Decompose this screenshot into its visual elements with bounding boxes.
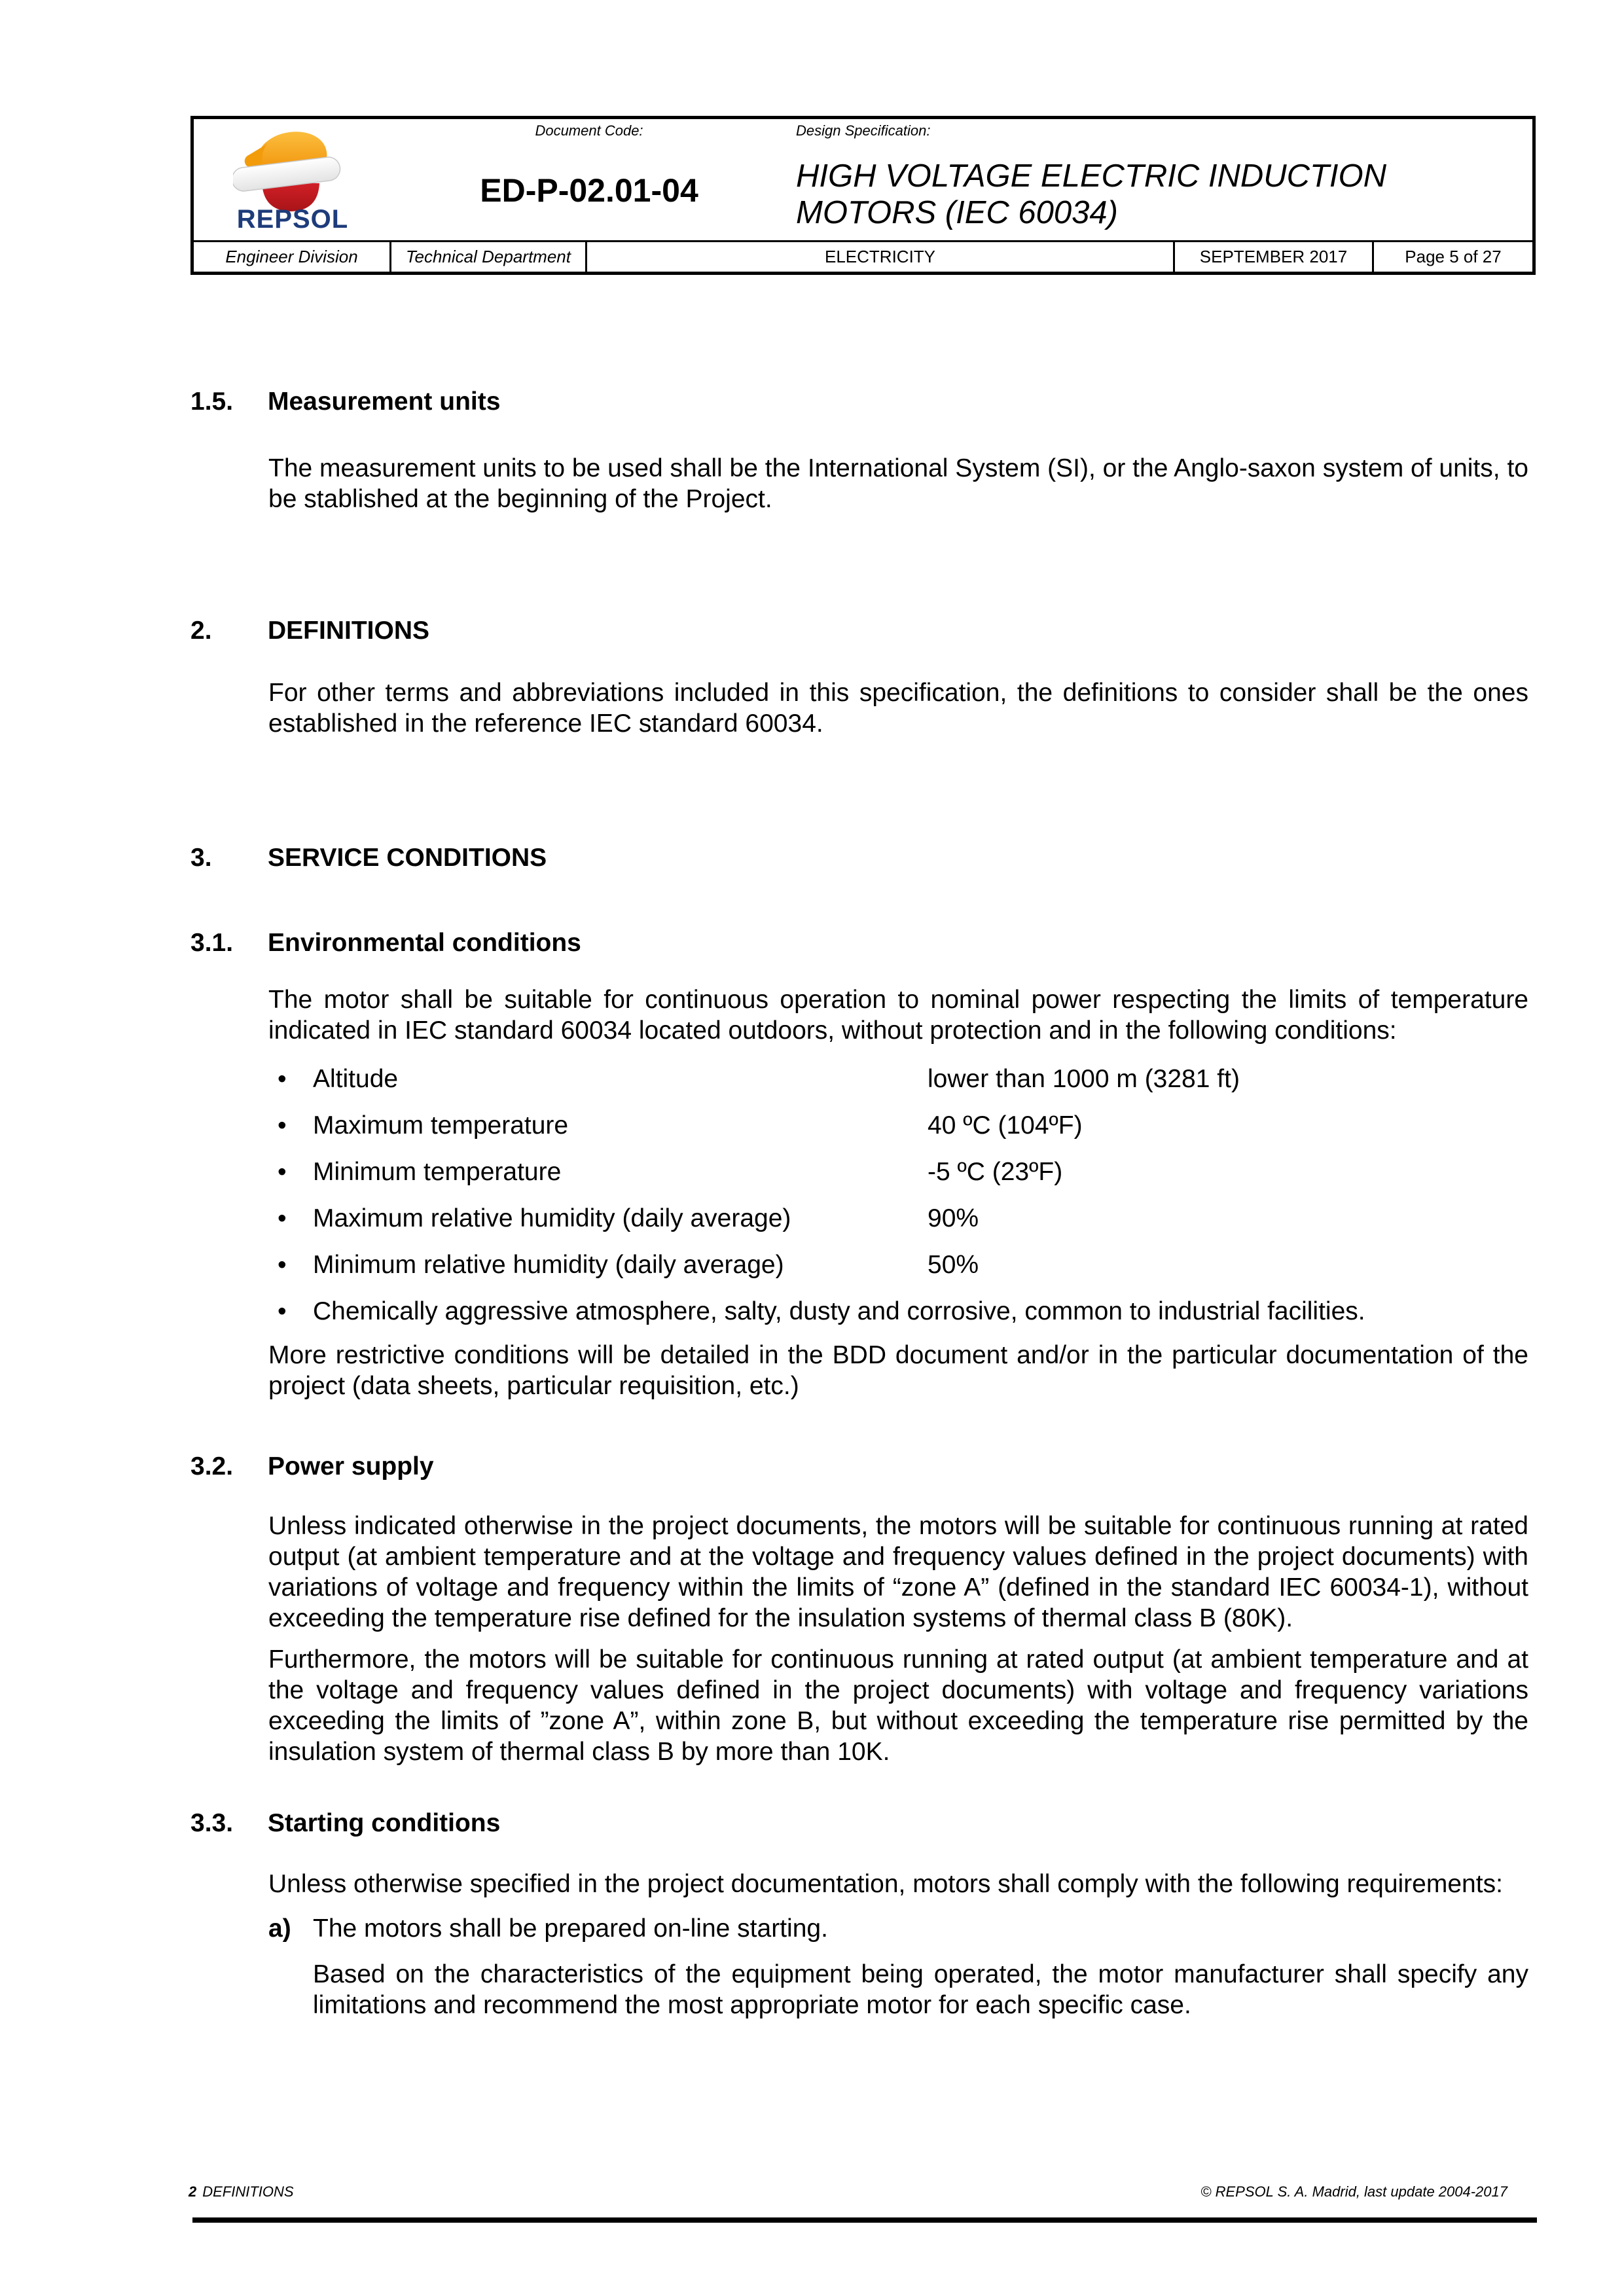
document-title-line2: MOTORS (IEC 60034): [796, 195, 1118, 230]
bullet-label: Altitude: [313, 1065, 399, 1093]
paragraph-definitions: For other terms and abbreviations included in this specification, the definitions to consider shall be the ones established in the reference IEC standard 60034.: [268, 679, 1528, 738]
logo-wordmark: REPSOL: [236, 205, 349, 234]
document-title-line1: HIGH VOLTAGE ELECTRIC INDUCTION: [796, 158, 1387, 194]
document-code-label: Document Code:: [535, 122, 643, 139]
bullet-label: Minimum relative humidity (daily average): [313, 1251, 784, 1279]
header-bottom-row: [194, 240, 1532, 272]
bullet-value: -5 ºC (23ºF): [928, 1158, 1063, 1186]
heading-number: 3.2.: [190, 1452, 234, 1480]
header-cell-discipline: ELECTRICITY: [587, 242, 1175, 272]
header-cell-date: SEPTEMBER 2017: [1175, 242, 1374, 272]
paragraph-power-supply-2: Furthermore, the motors will be suitable for continuous running at rated output (at ambient temperature and at the voltage and frequency values defined in the project documents) with voltage and frequency variations exceeding the limits of ”zone A”, within zone B, but without exceeding the temperature rise permitted by the insulation system of thermal class B by more than 10K.: [268, 1645, 1528, 1766]
heading-number: 2.: [190, 617, 212, 645]
paragraph-starting-intro: Unless otherwise specified in the project documentation, motors shall comply with the following requirements:: [268, 1870, 1503, 1898]
heading-3: [190, 842, 1536, 873]
heading-text: SERVICE CONDITIONS: [268, 844, 547, 872]
bullet-label: Maximum relative humidity (daily average): [313, 1204, 791, 1232]
footer-section-reference: [189, 2183, 294, 2200]
heading-text: DEFINITIONS: [268, 617, 430, 645]
logo-cell: [194, 119, 393, 240]
paragraph-manufacturer: Based on the characteristics of the equipment being operated, the motor manufacturer shall specify any limitations and recommend the most appropriate motor for each specific case.: [313, 1960, 1528, 2019]
footer-section-number: 2: [189, 2183, 197, 2200]
bullet-icon: •: [278, 1297, 287, 1325]
bullet-label: Chemically aggressive atmosphere, salty, dusty and corrosive, common to industrial facilities.: [313, 1297, 1365, 1325]
bullet-icon: •: [278, 1158, 287, 1186]
bullet-label: Minimum temperature: [313, 1158, 562, 1186]
design-spec-label: Design Specification:: [796, 122, 931, 139]
heading-number: 3.: [190, 844, 212, 872]
bullet-icon: •: [278, 1204, 287, 1232]
list-item-text: The motors shall be prepared on-line starting.: [313, 1914, 828, 1943]
paragraph-environmental-intro: The motor shall be suitable for continuous operation to nominal power respecting the limits of temperature indicated in IEC standard 60034 located outdoors, without protection and in the following conditions:: [268, 986, 1528, 1045]
bullet-value: lower than 1000 m (3281 ft): [928, 1065, 1240, 1093]
repsol-logo-icon: [233, 128, 353, 234]
footer-divider: [192, 2217, 1537, 2223]
heading-1-5: [190, 386, 1536, 417]
paragraph-more-restrictive: More restrictive conditions will be detailed in the BDD document and/or in the particular documentation of the project (data sheets, particular requisition, etc.): [268, 1341, 1528, 1400]
header-cell-department: Technical Department: [391, 242, 587, 272]
bullet-value: 90%: [928, 1204, 979, 1232]
bullet-icon: •: [278, 1111, 287, 1139]
paragraph-power-supply-1: Unless indicated otherwise in the project documents, the motors will be suitable for continuous running at rated output (at ambient temperature and at the voltage and frequency values defined in the project documents) with variations of voltage and frequency within the limits of “zone A” (defined in the standard IEC 60034-1), without exceeding the temperature rise defined for the insulation systems of thermal class B (80K).: [268, 1512, 1528, 1632]
bullet-icon: •: [278, 1251, 287, 1279]
paragraph-measurement-units: The measurement units to be used shall be the International System (SI), or the Anglo-saxon system of units, to be stablished at the beginning of the Project.: [268, 454, 1528, 513]
heading-3-3: [190, 1808, 1536, 1839]
heading-2: [190, 615, 1536, 646]
footer-section-title: DEFINITIONS: [202, 2183, 294, 2200]
heading-text: Environmental conditions: [268, 929, 581, 957]
heading-3-1: [190, 927, 1536, 958]
heading-text: Power supply: [268, 1452, 434, 1480]
bullet-value: 40 ºC (104ºF): [928, 1111, 1083, 1139]
bullet-icon: •: [278, 1065, 287, 1093]
heading-3-2: [190, 1451, 1536, 1482]
document-title: [796, 158, 1532, 231]
design-spec-cell: [785, 119, 1532, 240]
heading-text: Starting conditions: [268, 1809, 501, 1837]
header-top-row: [194, 119, 1532, 240]
heading-number: 1.5.: [190, 387, 234, 416]
document-code-value: ED-P-02.01-04: [480, 172, 698, 209]
document-code-cell: [393, 119, 785, 240]
footer-copyright: © REPSOL S. A. Madrid, last update 2004-2017: [1200, 2183, 1507, 2200]
heading-text: Measurement units: [268, 387, 501, 416]
heading-number: 3.1.: [190, 929, 234, 957]
header-table: [190, 116, 1536, 275]
bullet-label: Maximum temperature: [313, 1111, 569, 1139]
header-cell-page-number: Page 5 of 27: [1405, 247, 1502, 266]
heading-number: 3.3.: [190, 1809, 234, 1837]
bullet-value: 50%: [928, 1251, 979, 1279]
header-cell-division: Engineer Division: [194, 242, 391, 272]
list-item-marker: a): [268, 1914, 291, 1943]
